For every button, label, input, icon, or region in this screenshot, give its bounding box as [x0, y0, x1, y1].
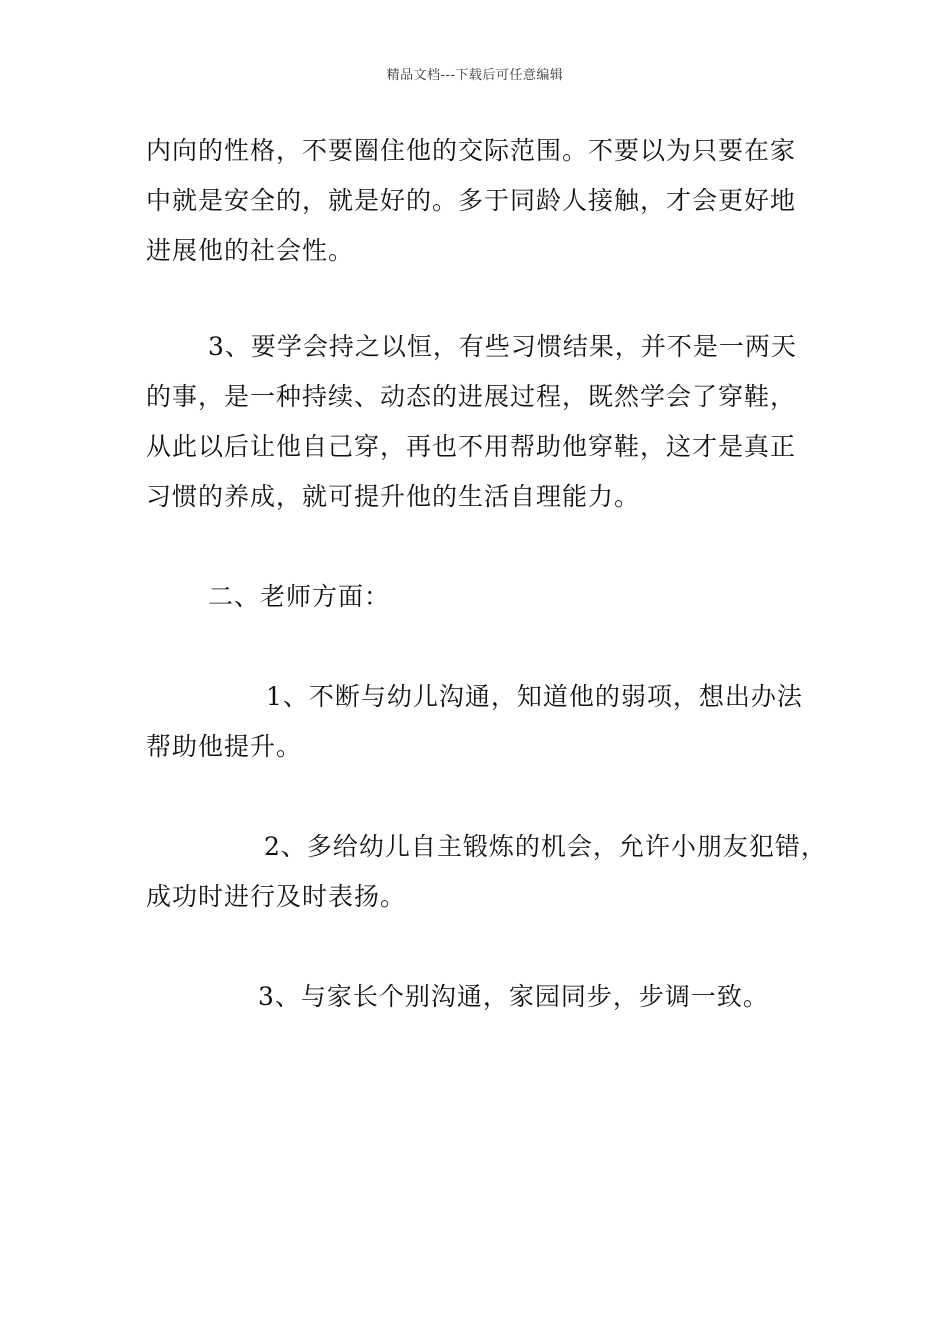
paragraph-line: 3、要学会持之以恒，有些习惯结果，并不是一两天	[208, 332, 797, 361]
paragraph-line: 进展他的社会性。	[146, 236, 355, 265]
paragraph-teacher-communication	[146, 672, 826, 772]
paragraph-parent-communication	[146, 972, 826, 1022]
paragraph-social-development	[146, 126, 826, 276]
paragraph-line: 3、与家长个别沟通，家园同步，步调一致。	[258, 982, 769, 1011]
paragraph-line: 1、不断与幼儿沟通，知道他的弱项，想出办法	[266, 682, 803, 711]
paragraph-teacher-practice	[146, 822, 826, 922]
paragraph-line: 成功时进行及时表扬。	[146, 882, 407, 911]
paragraph-line: 的事，是一种持续、动态的进展过程，既然学会了穿鞋，	[146, 382, 797, 411]
paragraph-line: 2、多给幼儿自主锻炼的机会，允许小朋友犯错，	[264, 832, 827, 861]
paragraph-line: 习惯的养成，就可提升他的生活自理能力。	[146, 482, 641, 511]
paragraph-line: 帮助他提升。	[146, 732, 303, 761]
page-header: 精品文档---下载后可任意编辑	[386, 68, 564, 83]
paragraph-line: 内向的性格，不要圈住他的交际范围。不要以为只要在家	[146, 136, 797, 165]
section-heading-teacher	[146, 572, 826, 622]
paragraph-line: 从此以后让他自己穿，再也不用帮助他穿鞋，这才是真正	[146, 432, 797, 461]
paragraph-persistence	[146, 322, 826, 522]
document-body	[146, 126, 826, 1022]
section-heading: 二、老师方面：	[208, 582, 391, 611]
paragraph-line: 中就是安全的，就是好的。多于同龄人接触，才会更好地	[146, 186, 797, 215]
